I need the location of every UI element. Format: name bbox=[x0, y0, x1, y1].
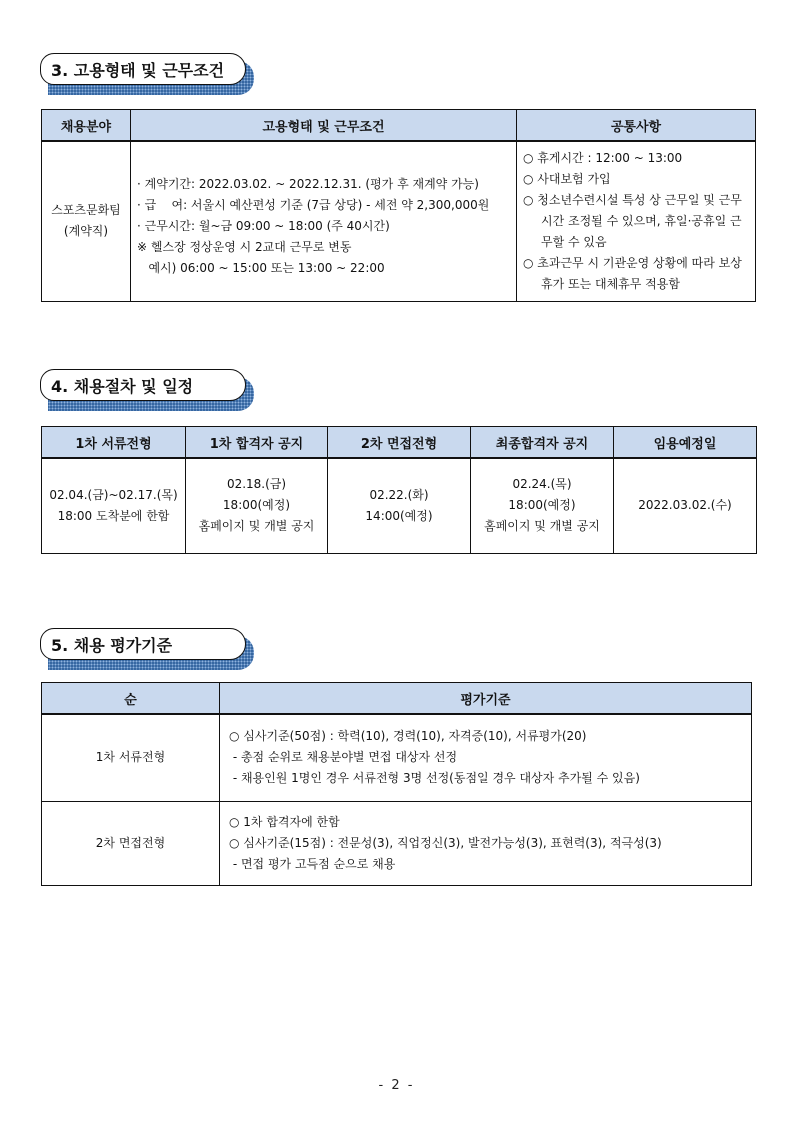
common-schedule: ○ 청소년수련시설 특성 상 근무일 및 근무시간 조정될 수 있으며, 휴일·공휴일 근무할 수 있음 bbox=[523, 192, 742, 249]
schedule-interview bbox=[328, 458, 471, 553]
header-final-notice: 최종합격자 공지 bbox=[471, 427, 614, 459]
header-common: 공통사항 bbox=[517, 110, 756, 142]
section5-title bbox=[40, 628, 254, 670]
field-type: (계약직) bbox=[63, 224, 109, 239]
conditions-cell bbox=[131, 141, 517, 301]
header-first-pass-notice: 1차 합격자 공지 bbox=[186, 427, 328, 459]
condition-salary: · 급 여: 서울시 예산편성 기준 (7급 상당) - 세전 약 2,300,000원 bbox=[137, 197, 490, 212]
criteria-document bbox=[220, 714, 752, 801]
header-appointment-date: 임용예정일 bbox=[614, 427, 757, 459]
field-cell bbox=[42, 141, 131, 301]
section4-heading: 4. 채용절차 및 일정 bbox=[40, 369, 246, 401]
header-document-screening: 1차 서류전형 bbox=[42, 427, 186, 459]
section5-heading: 5. 채용 평가기준 bbox=[40, 628, 246, 660]
criteria-line: - 총점 순위로 채용분야별 면접 대상자 선정 bbox=[229, 750, 458, 765]
header-conditions: 고용형태 및 근무조건 bbox=[131, 110, 517, 142]
condition-note: ※ 헬스장 정상운영 시 2교대 근무로 변동 bbox=[137, 239, 352, 254]
schedule-text: 02.18.(금) bbox=[226, 477, 287, 492]
stage-interview: 2차 면접전형 bbox=[42, 801, 220, 885]
schedule-text: 18:00(예정) bbox=[222, 498, 291, 513]
schedule-text: 14:00(예정) bbox=[365, 508, 433, 523]
employment-conditions-table bbox=[41, 109, 756, 302]
schedule-text: 02.24.(목) bbox=[512, 477, 572, 492]
section3-title bbox=[40, 53, 254, 95]
schedule-first-pass-notice bbox=[186, 458, 328, 553]
common-break: ○ 휴게시간 : 12:00 ~ 13:00 bbox=[523, 150, 683, 165]
common-cell bbox=[517, 141, 756, 301]
schedule-text: 2022.03.02.(수) bbox=[638, 498, 732, 513]
stage-document: 1차 서류전형 bbox=[42, 714, 220, 801]
field-name: 스포츠문화팀 bbox=[51, 203, 121, 218]
section4-title bbox=[40, 369, 254, 411]
schedule-final-notice bbox=[471, 458, 614, 553]
header-interview: 2차 면접전형 bbox=[328, 427, 471, 459]
schedule-text: 홈페이지 및 개별 공지 bbox=[484, 519, 600, 534]
criteria-interview bbox=[220, 801, 752, 885]
criteria-line: - 면접 평가 고득점 순으로 채용 bbox=[229, 856, 396, 871]
section3-heading: 3. 고용형태 및 근무조건 bbox=[40, 53, 246, 85]
schedule-text: 18:00 도착분에 한함 bbox=[57, 508, 170, 523]
schedule-table bbox=[41, 426, 757, 554]
criteria-line: ○ 심사기준(15점) : 전문성(3), 직업정신(3), 발전가능성(3), 표현력(3), 적극성(3) bbox=[229, 835, 662, 850]
criteria-line: ○ 1차 합격자에 한함 bbox=[229, 814, 340, 829]
condition-example: 예시) 06:00 ~ 15:00 또는 13:00 ~ 22:00 bbox=[137, 260, 385, 275]
evaluation-table bbox=[41, 682, 752, 886]
schedule-document-screening bbox=[42, 458, 186, 553]
page-number: - 2 - bbox=[378, 1078, 415, 1093]
schedule-text: 홈페이지 및 개별 공지 bbox=[198, 519, 315, 534]
criteria-line: - 채용인원 1명인 경우 서류전형 3명 선정(동점일 경우 대상자 추가될 수 있음) bbox=[229, 771, 640, 786]
header-order: 순 bbox=[42, 683, 220, 715]
header-criteria: 평가기준 bbox=[220, 683, 752, 715]
common-insurance: ○ 사대보험 가입 bbox=[523, 171, 611, 186]
schedule-text: 18:00(예정) bbox=[508, 498, 576, 513]
common-overtime: ○ 초과근무 시 기관운영 상황에 따라 보상휴가 또는 대체휴무 적용함 bbox=[523, 255, 742, 291]
schedule-text: 02.22.(화) bbox=[369, 487, 429, 502]
criteria-line: ○ 심사기준(50점) : 학력(10), 경력(10), 자격증(10), 서류평가(20) bbox=[229, 729, 587, 744]
schedule-appointment-date bbox=[614, 458, 757, 553]
schedule-text: 02.04.(금)~02.17.(목) bbox=[49, 487, 178, 502]
condition-contract: · 계약기간: 2022.03.02. ~ 2022.12.31. (평가 후 재계약 가능) bbox=[137, 176, 479, 191]
header-field: 채용분야 bbox=[42, 110, 131, 142]
condition-hours: · 근무시간: 월~금 09:00 ~ 18:00 (주 40시간) bbox=[137, 218, 390, 233]
